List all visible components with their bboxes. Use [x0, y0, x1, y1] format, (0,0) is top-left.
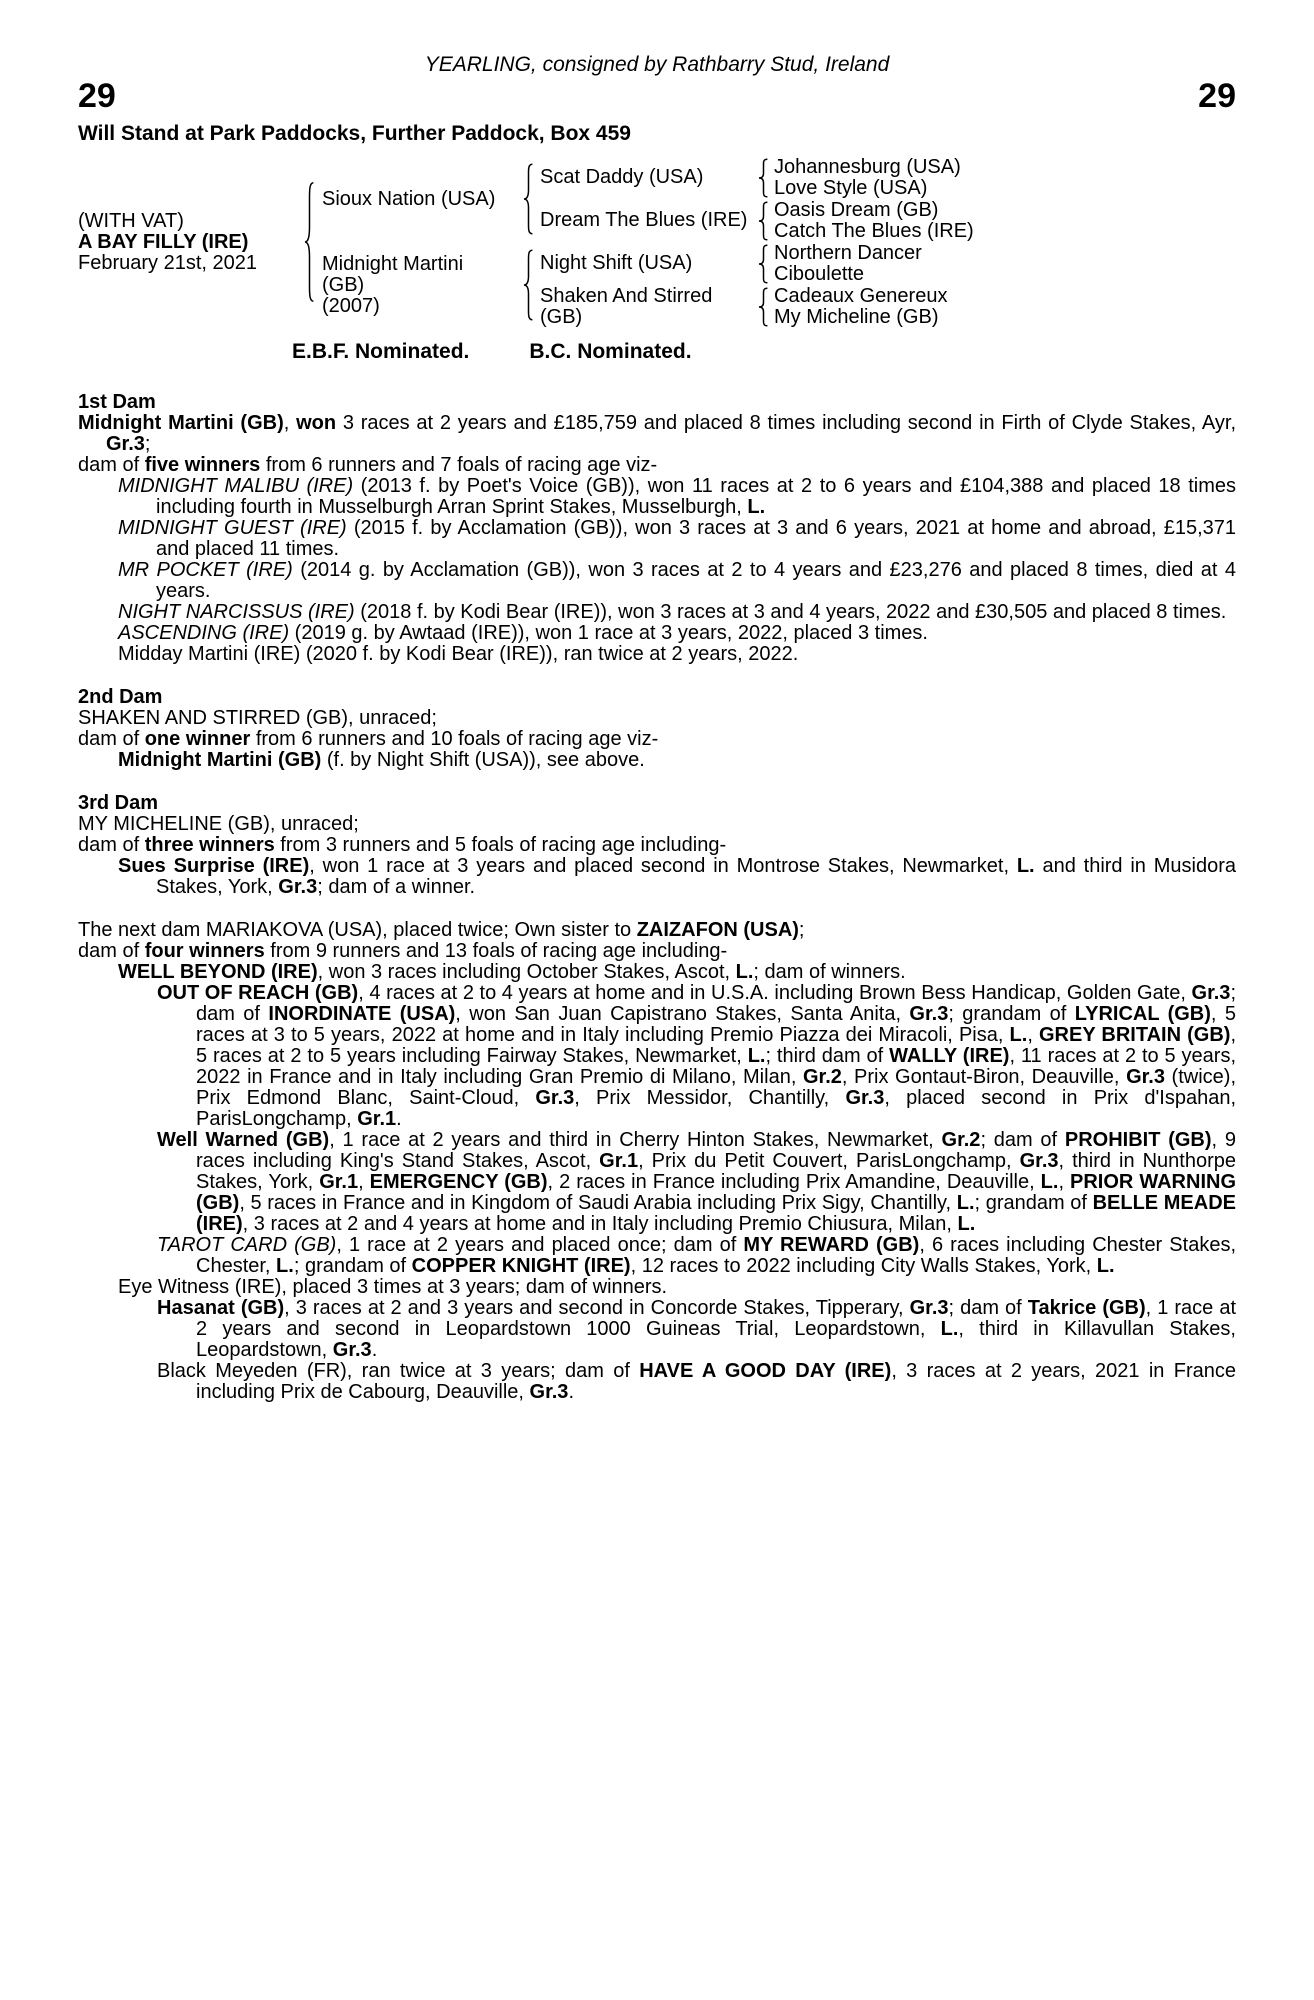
text-segment: and third in Musidora Stakes, York, — [156, 855, 1237, 898]
text-segment: COPPER KNIGHT (IRE) — [411, 1255, 631, 1277]
text-segment: , 5 races in France and in Kingdom of Saudi Arabia including Prix Sigy, Chantilly, — [239, 1192, 957, 1214]
text-segment: (f. by Night Shift (USA)), see above. — [321, 749, 645, 771]
pedigree-section — [78, 793, 1236, 898]
text-segment: ; dam of a winner. — [317, 876, 476, 898]
pedigree-paragraph — [78, 455, 1236, 476]
text-segment: WELL BEYOND (IRE) — [118, 961, 318, 983]
text-segment: dam of — [78, 728, 145, 750]
text-segment: four winners — [144, 940, 265, 962]
sire-name-cell — [322, 156, 516, 242]
great-grandparent-name: My Micheline (GB) — [774, 305, 939, 328]
text-segment: , 4 races at 2 to 4 years at home and in U.S.A. including Brown Bess Handicap, Golden Gate, — [358, 982, 1192, 1004]
text-segment: L. — [747, 1045, 766, 1067]
text-segment: from 6 runners and 10 foals of racing age viz- — [250, 728, 659, 750]
text-segment: , placed second in Prix d'Ispahan, ParisLongchamp, — [196, 1087, 1236, 1130]
lot-number-right: 29 — [1198, 77, 1236, 115]
great-grandparent-name: Love Style (USA) — [774, 176, 928, 199]
great-grandparent-name: Oasis Dream (GB) — [774, 198, 939, 221]
great-grandparents — [774, 199, 1236, 242]
text-segment: , 9 races including King's Stand Stakes, Ascot, — [196, 1129, 1236, 1172]
consignment-line: YEARLING, consigned by Rathbarry Stud, Ireland — [424, 53, 890, 76]
pedigree-paragraph — [78, 644, 1236, 665]
grandsire-name: Scat Daddy (USA) — [540, 166, 704, 188]
text-segment: BELLE MEADE (IRE) — [196, 1192, 1236, 1235]
vat-note: (WITH VAT) — [78, 209, 184, 232]
great-grandparent-name: Cadeaux Genereux — [774, 284, 948, 307]
pedigree-paragraph — [78, 856, 1236, 898]
text-segment: dam of — [78, 940, 145, 962]
sire-branch — [322, 156, 1236, 242]
brace-icon — [752, 244, 774, 284]
horse-description: A BAY FILLY (IRE) — [78, 230, 249, 253]
text-segment: Gr.3 — [529, 1381, 569, 1403]
nominations-row — [78, 340, 1236, 364]
pedigree-paragraph — [78, 1235, 1236, 1277]
brace-icon — [752, 287, 774, 327]
text-segment: Gr.3 — [1191, 982, 1231, 1004]
text-segment: Gr.2 — [941, 1129, 981, 1151]
lot-number-left: 29 — [78, 77, 116, 115]
section-heading: 3rd Dam — [78, 792, 159, 814]
bc-nomination: B.C. Nominated. — [529, 340, 692, 363]
text-segment: MIDNIGHT GUEST (IRE) — [118, 517, 347, 539]
text-segment: Gr.2 — [802, 1066, 842, 1088]
text-segment: , won San Juan Capistrano Stakes, Santa Anita, — [455, 1003, 910, 1025]
dam-suffix: (GB) — [322, 273, 365, 296]
text-segment: Gr.3 — [909, 1003, 949, 1025]
pedigree-paragraph — [78, 962, 1236, 983]
text-segment: , Prix Messidor, Chantilly, — [574, 1087, 846, 1109]
dam-name-cell — [322, 242, 516, 328]
great-grandparents — [774, 242, 1236, 285]
text-segment: Gr.1 — [357, 1108, 397, 1130]
lot-number-row — [78, 78, 1236, 114]
pedigree-paragraph — [78, 708, 1236, 729]
pedigree-paragraph — [78, 750, 1236, 771]
text-segment: SHAKEN AND STIRRED (GB), unraced; — [78, 707, 437, 729]
brace-icon — [516, 248, 540, 322]
text-segment: ; dam of — [948, 1297, 1028, 1319]
text-segment: Gr.3 — [106, 433, 145, 455]
text-segment: , — [358, 1171, 370, 1193]
sire-grandparents — [540, 156, 1236, 242]
text-segment: , 5 races at 3 to 5 years, 2022 at home and in Italy including Premio Piazza dei Miracoli, Pisa, — [196, 1003, 1236, 1046]
text-segment: , 1 race at 2 years and placed once; dam of — [336, 1234, 744, 1256]
text-segment: L. — [940, 1318, 959, 1340]
granddam-name: Shaken And Stirred (GB) — [540, 284, 713, 328]
text-segment: L. — [1009, 1024, 1028, 1046]
text-segment: TAROT CARD (GB) — [157, 1234, 337, 1256]
text-segment: GREY BRITAIN (GB) — [1038, 1024, 1231, 1046]
text-segment: Gr.3 — [1126, 1066, 1165, 1088]
text-segment: from 6 runners and 7 foals of racing age viz- — [260, 454, 658, 476]
pedigree-paragraph — [78, 835, 1236, 856]
pedigree-section — [78, 687, 1236, 771]
text-segment: OUT OF REACH (GB) — [157, 982, 359, 1004]
pedigree-paragraph — [78, 623, 1236, 644]
text-segment: MY MICHELINE (GB), unraced; — [78, 813, 359, 835]
text-segment: , 3 races at 2 and 4 years at home and in Italy including Premio Chiusura, Milan, — [242, 1213, 958, 1235]
text-segment: from 3 runners and 5 foals of racing age including- — [274, 834, 727, 856]
brace-icon — [752, 158, 774, 198]
text-segment: , third in Killavullan Stakes, Leopardstown, — [196, 1318, 1236, 1361]
text-segment: (2019 g. by Awtaad (IRE)), won 1 race at 3 years, 2022, placed 3 times. — [289, 622, 928, 644]
pedigree-section — [78, 920, 1236, 1403]
text-segment: ; — [798, 919, 805, 941]
text-segment: , 3 races at 2 and 3 years and second in Concorde Stakes, Tipperary, — [284, 1297, 910, 1319]
text-segment: from 9 runners and 13 foals of racing age including- — [264, 940, 728, 962]
lot-horse-info — [78, 156, 296, 328]
ebf-nomination: E.B.F. Nominated. — [292, 340, 470, 363]
text-segment: Midnight Martini (GB) — [78, 412, 284, 434]
text-segment: Hasanat (GB) — [157, 1297, 285, 1319]
text-segment: three winners — [144, 834, 275, 856]
text-segment: Well Warned (GB) — [157, 1129, 330, 1151]
text-segment: one winner — [144, 728, 251, 750]
text-segment: PROHIBIT (GB) — [1064, 1129, 1212, 1151]
text-segment: , 6 races including Chester Stakes, Chester, — [196, 1234, 1237, 1277]
pedigree-details — [78, 392, 1236, 1403]
text-segment: L. — [1096, 1255, 1115, 1277]
foaling-date: February 21st, 2021 — [78, 251, 257, 274]
text-segment: Eye Witness (IRE), placed 3 times at 3 years; dam of winners. — [118, 1276, 668, 1298]
text-segment: ; grandam of — [974, 1192, 1093, 1214]
text-segment: HAVE A GOOD DAY (IRE) — [639, 1360, 892, 1382]
text-segment: L. — [747, 496, 766, 518]
great-grandparent-name: Catch The Blues (IRE) — [774, 219, 974, 242]
pedigree-paragraph — [78, 941, 1236, 962]
text-segment: (twice), Prix Edmond Blanc, Saint-Cloud, — [196, 1066, 1237, 1109]
text-segment: L. — [956, 1192, 975, 1214]
pedigree-tree — [322, 156, 1236, 328]
text-segment: MY REWARD (GB) — [743, 1234, 920, 1256]
text-segment: , — [1027, 1024, 1039, 1046]
text-segment: PRIOR WARNING (GB) — [196, 1171, 1236, 1214]
text-segment: , third in Nunthorpe Stakes, York, — [196, 1150, 1236, 1193]
pedigree-paragraph — [78, 413, 1236, 455]
text-segment: The next dam MARIAKOVA (USA), placed twice; Own sister to — [78, 919, 637, 941]
text-segment: ; dam of — [196, 982, 1236, 1025]
text-segment: won — [296, 412, 337, 434]
great-grandparent-name: Johannesburg (USA) — [774, 155, 961, 178]
text-segment: ; grandam of — [948, 1003, 1075, 1025]
text-segment: , 5 races at 2 to 5 years including Fairway Stakes, Newmarket, — [196, 1024, 1237, 1067]
section-heading: 1st Dam — [78, 391, 156, 413]
text-segment: (2015 f. by Acclamation (GB)), won 3 races at 3 and 6 years, 2021 at home and abroad, £15,371 and placed 11 times. — [156, 517, 1237, 560]
pedigree-paragraph — [78, 560, 1236, 602]
pedigree-paragraph — [78, 983, 1236, 1130]
grandparent-group — [540, 285, 1236, 328]
great-grandparent-name: Ciboulette — [774, 262, 865, 285]
text-segment: Gr.3 — [278, 876, 318, 898]
text-segment: L. — [276, 1255, 294, 1277]
text-segment: (2018 f. by Kodi Bear (IRE)), won 3 races at 3 and 4 years, 2022 and £30,505 and placed 8 times. — [354, 601, 1227, 623]
text-segment: MR POCKET (IRE) — [118, 559, 293, 581]
text-segment: 3 races at 2 years and £185,759 and placed 8 times including second in Firth of Clyde Stakes, Ayr, — [336, 412, 1236, 434]
text-segment: , — [283, 412, 297, 434]
text-segment: , 2 races in France including Prix Amandine, Deauville, — [547, 1171, 1041, 1193]
great-grandparents — [774, 285, 1236, 328]
text-segment: L. — [1016, 855, 1035, 877]
pedigree-paragraph — [78, 518, 1236, 560]
dam-grandparents — [540, 242, 1236, 328]
brace-icon — [516, 162, 540, 236]
pedigree-table — [78, 156, 1236, 328]
text-segment: . — [371, 1339, 378, 1361]
text-segment: Gr.3 — [909, 1297, 949, 1319]
pedigree-paragraph — [78, 476, 1236, 518]
text-segment: L. — [1040, 1171, 1059, 1193]
text-segment: INORDINATE (USA) — [268, 1003, 456, 1025]
pedigree-paragraph — [78, 602, 1236, 623]
text-segment: ; dam of — [980, 1129, 1065, 1151]
text-segment: Midday Martini (IRE) (2020 f. by Kodi Bear (IRE)), ran twice at 2 years, 2022. — [118, 643, 799, 665]
text-segment: . — [396, 1108, 402, 1130]
text-segment: . — [568, 1381, 574, 1403]
grandparent-group — [540, 156, 1236, 199]
text-segment: Gr.3 — [332, 1339, 372, 1361]
text-segment: NIGHT NARCISSUS (IRE) — [118, 601, 355, 623]
text-segment: Gr.1 — [319, 1171, 359, 1193]
text-segment: , 3 races at 2 years, 2021 in France including Prix de Cabourg, Deauville, — [196, 1360, 1236, 1403]
sire-name: Sioux Nation (USA) — [322, 187, 496, 210]
great-grandparents — [774, 156, 1236, 199]
text-segment: dam of — [78, 834, 145, 856]
text-segment: ZAIZAFON (USA) — [636, 919, 799, 941]
text-segment: Gr.3 — [1019, 1150, 1059, 1172]
text-segment: Gr.3 — [535, 1087, 575, 1109]
text-segment: L. — [957, 1213, 976, 1235]
dam-branch — [322, 242, 1236, 328]
text-segment: L. — [735, 961, 754, 983]
text-segment: , won 3 races including October Stakes, Ascot, — [317, 961, 736, 983]
grandparent-group — [540, 199, 1236, 242]
text-segment: ASCENDING (IRE) — [118, 622, 290, 644]
text-segment: (2013 f. by Poet's Voice (GB)), won 11 races at 2 to 6 years and £104,388 and placed 18 times including fourth in Musselburgh Arran Sprint Stakes, Musselburgh, — [156, 475, 1236, 518]
pedigree-paragraph — [78, 1130, 1236, 1235]
pedigree-paragraph — [78, 920, 1236, 941]
text-segment: Midnight Martini (GB) — [118, 749, 322, 771]
pedigree-paragraph — [78, 814, 1236, 835]
text-segment: Sues Surprise (IRE) — [118, 855, 310, 877]
text-segment: five winners — [144, 454, 261, 476]
text-segment: , 1 race at 2 years and third in Cherry Hinton Stakes, Newmarket, — [329, 1129, 942, 1151]
section-heading: 2nd Dam — [78, 686, 163, 708]
text-segment: ; grandam of — [293, 1255, 412, 1277]
pedigree-paragraph — [78, 729, 1236, 750]
pedigree-paragraph — [78, 1361, 1236, 1403]
text-segment: WALLY (IRE) — [889, 1045, 1010, 1067]
brace-icon — [296, 179, 322, 305]
text-segment: dam of — [78, 454, 145, 476]
dam-name: Midnight Martini — [322, 252, 464, 275]
text-segment: , 1 race at 2 years and second in Leopardstown 1000 Guineas Trial, Leopardstown, — [196, 1297, 1236, 1340]
text-segment: (2014 g. by Acclamation (GB)), won 3 races at 2 to 4 years and £23,276 and placed 8 times, died at 4 years. — [156, 559, 1236, 602]
text-segment: , won 1 race at 3 years and placed second in Montrose Stakes, Newmarket, — [309, 855, 1017, 877]
stand-location-line: Will Stand at Park Paddocks, Further Paddock, Box 459 — [78, 122, 631, 145]
great-grandparent-name: Northern Dancer — [774, 241, 922, 264]
text-segment: Black Meyeden (FR), ran twice at 3 years; dam of — [157, 1360, 640, 1382]
text-segment: ; third dam of — [765, 1045, 890, 1067]
brace-icon — [752, 201, 774, 241]
pedigree-section — [78, 392, 1236, 665]
text-segment: LYRICAL (GB) — [1074, 1003, 1211, 1025]
granddam-name: Dream The Blues (IRE) — [540, 209, 748, 231]
text-segment: ; — [144, 433, 151, 455]
grandparent-group — [540, 242, 1236, 285]
text-segment: MIDNIGHT MALIBU (IRE) — [118, 475, 354, 497]
text-segment: Gr.3 — [845, 1087, 885, 1109]
dam-year: (2007) — [322, 294, 380, 317]
pedigree-paragraph — [78, 1277, 1236, 1298]
text-segment: Gr.1 — [599, 1150, 639, 1172]
grandsire-name: Night Shift (USA) — [540, 252, 693, 274]
text-segment: EMERGENCY (GB) — [369, 1171, 548, 1193]
pedigree-paragraph — [78, 1298, 1236, 1361]
text-segment: , Prix Gontaut-Biron, Deauville, — [841, 1066, 1127, 1088]
text-segment: , 12 races to 2022 including City Walls Stakes, York, — [630, 1255, 1097, 1277]
text-segment: , 11 races at 2 to 5 years, 2022 in France and in Italy including Gran Premio di Milano, Milan, — [196, 1045, 1237, 1088]
text-segment: Takrice (GB) — [1027, 1297, 1146, 1319]
text-segment: ; dam of winners. — [753, 961, 906, 983]
text-segment: , Prix du Petit Couvert, ParisLongchamp, — [638, 1150, 1020, 1172]
text-segment: , — [1058, 1171, 1070, 1193]
